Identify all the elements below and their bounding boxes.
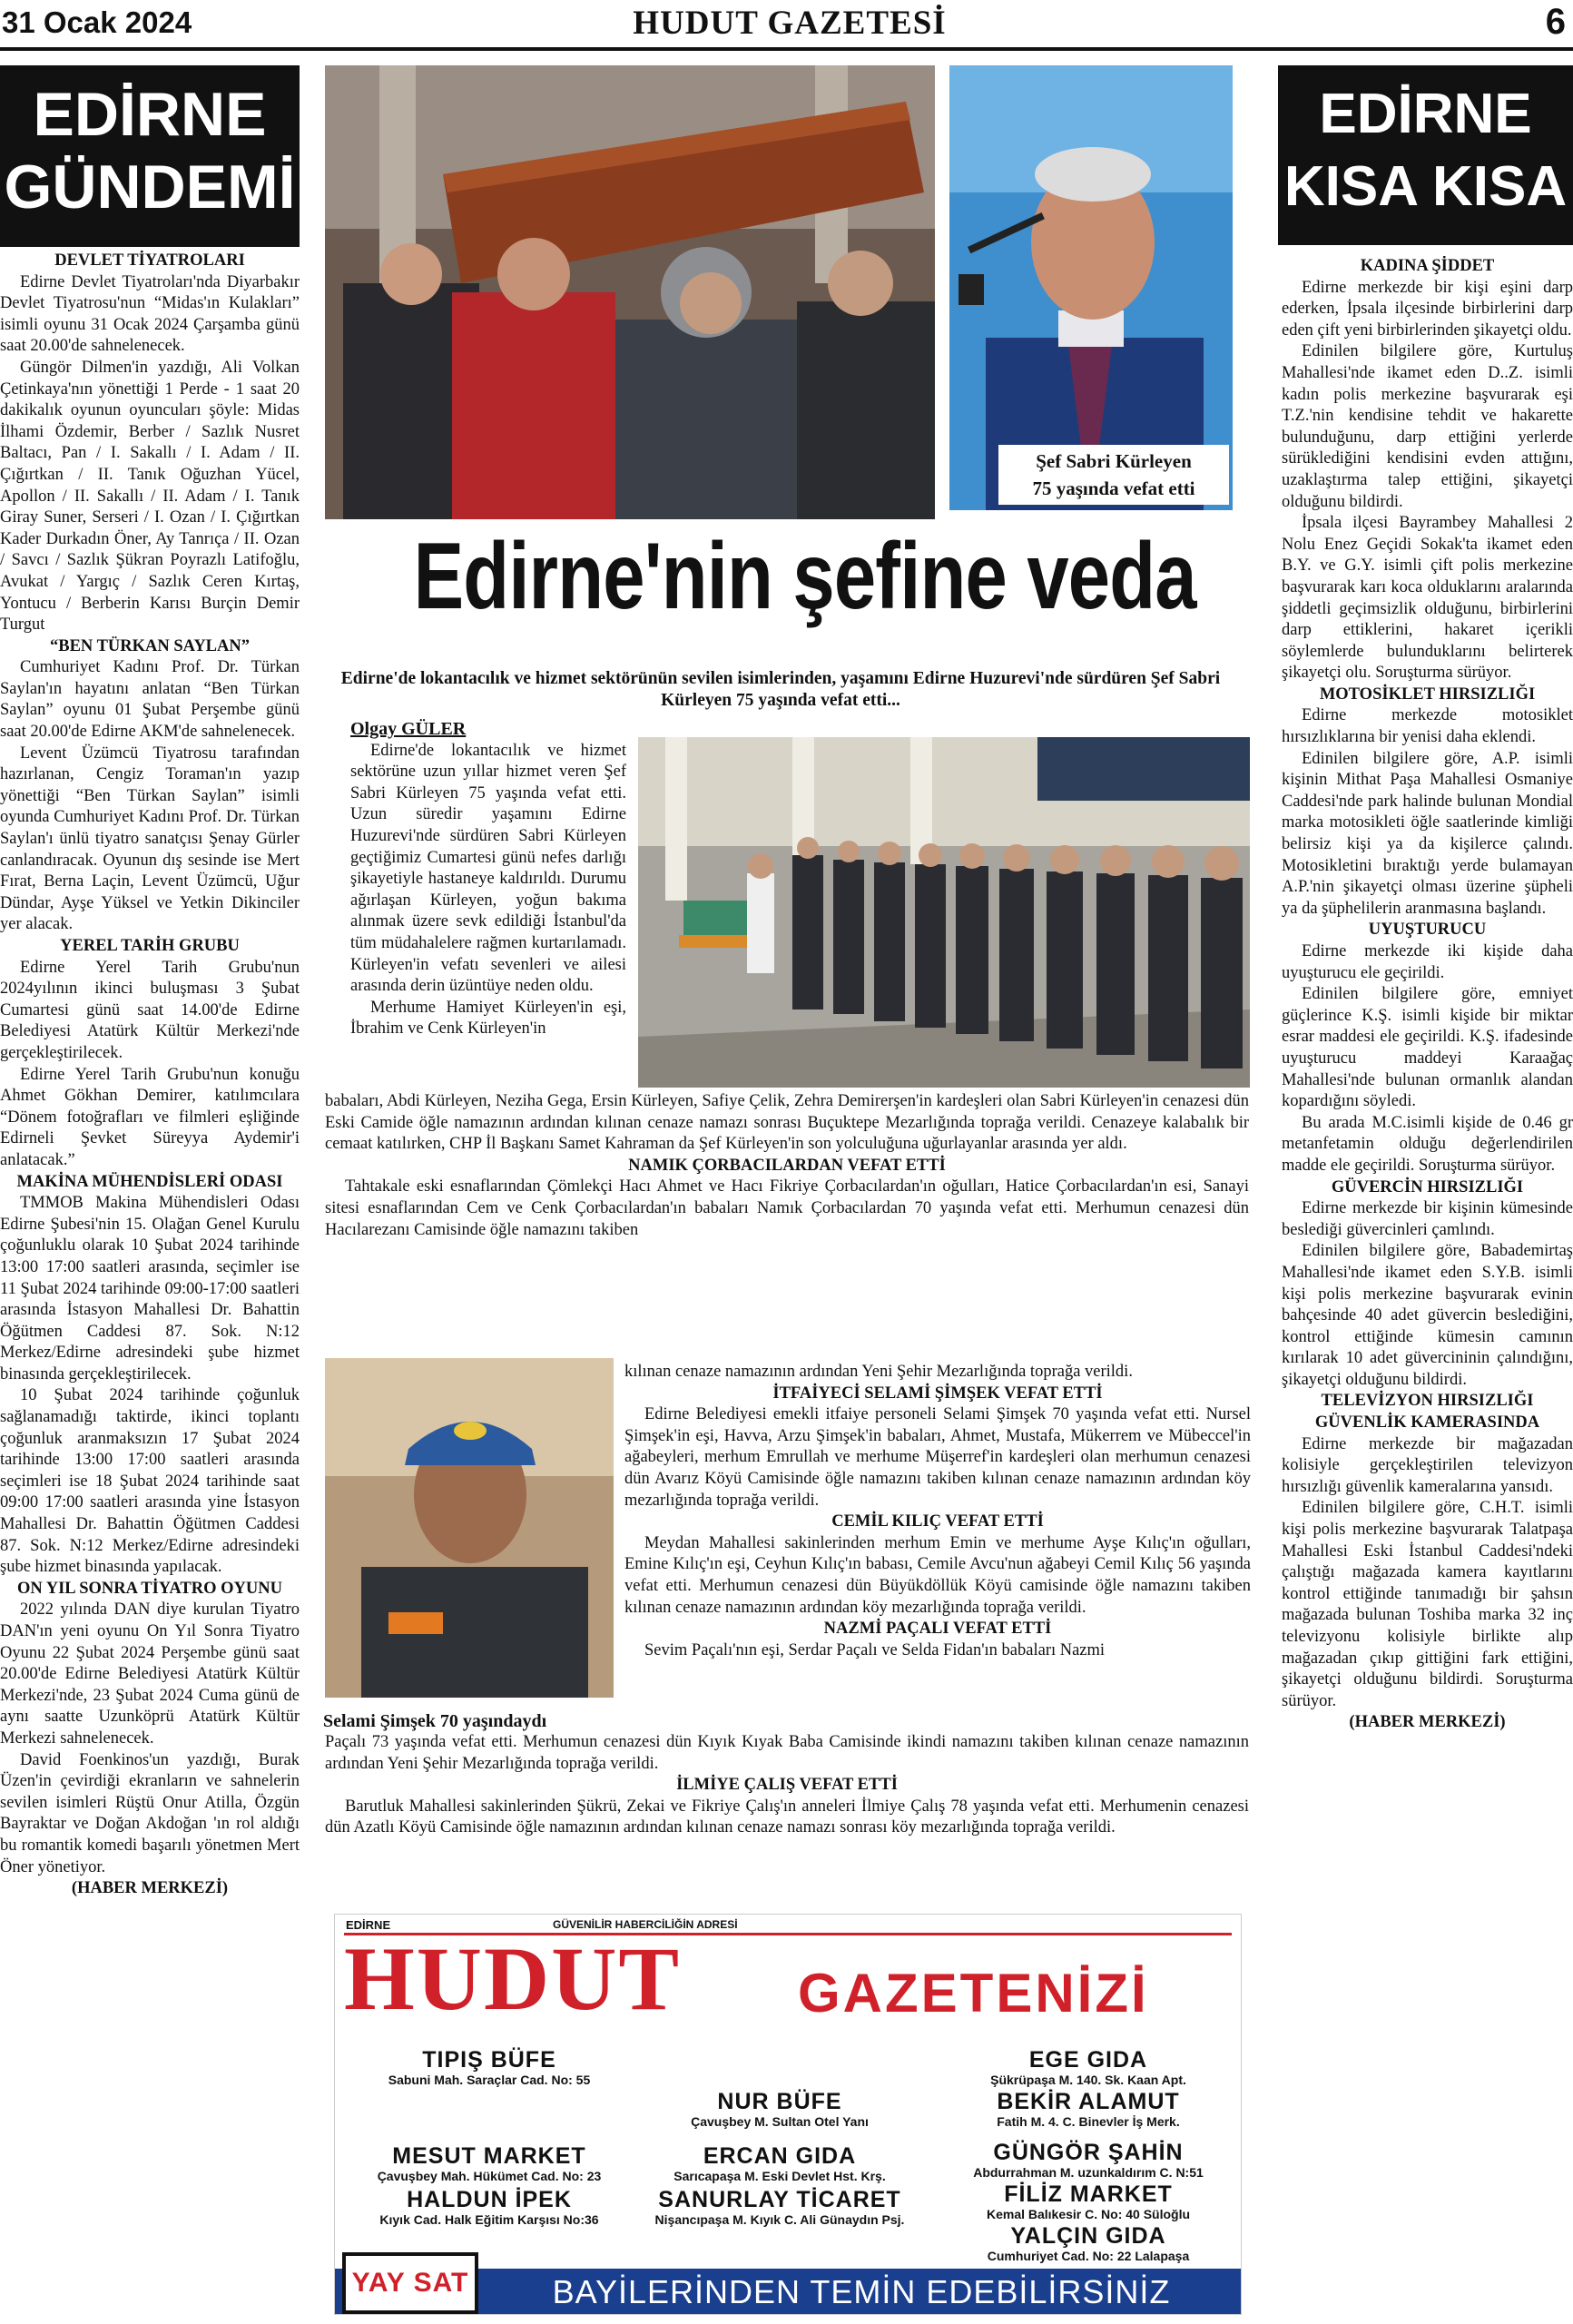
dealer-8	[952, 2181, 1224, 2222]
selami-caption: Selami Şimşek 70 yaşındaydı	[323, 1711, 547, 1731]
dealer-4	[952, 2089, 1224, 2130]
dealer-address: Çavuşbey Mah. Hükümet Cad. No: 23	[377, 2169, 602, 2183]
dealer-9	[353, 2187, 625, 2228]
kadina-p3: İpsala ilçesi Bayrambey Mahallesi 2 Nolu Enez Geçidi Sokak'ta ikamet eden B.Y. ve G.Y. isimli çift polis merkezine başvurarak karı koca olduklarını aralarında şiddetli geçimsizlik olduğunu, birbirlerini darp ettiklerini, hakaret içerikli söylemlerde bulunduklarını belirterek şikayetçi olu. Soruşturma sürüyor.	[1282, 514, 1573, 683]
tarih-p2: Edirne Yerel Tarih Grubu'nun konuğu Ahmet Gökhan Demirer, katılımcılara “Dönem fotoğrafları ve filmleri eşliğinde Edirneli Şevket Süreyya Aydemir'i anlatacak.”	[0, 1065, 300, 1169]
prayer-illustration	[638, 737, 1250, 1088]
moto-p1: Edirne merkezde motosiklet hırsızlıklarına bir yenisi daha eklendi.	[1282, 706, 1573, 747]
ad-gazetenizi: GAZETENİZİ	[798, 1963, 1149, 2024]
dealer-address: Kemal Balıkesir C. No: 40 Süloğlu	[986, 2207, 1191, 2221]
dealer-1	[353, 2047, 625, 2088]
devlet-title: DEVLET TİYATROLARI	[54, 251, 245, 270]
dealer-address: Fatih M. 4. C. Binevler İş Merk.	[997, 2114, 1180, 2129]
edirne-kisa-kisa-box	[1278, 65, 1573, 245]
tarih-title: YEREL TARİH GRUBU	[60, 937, 240, 955]
dealer-name: MESUT MARKET	[392, 2143, 586, 2169]
dealer-3	[952, 2047, 1224, 2088]
hudut-dealer-ad	[334, 1914, 1242, 2315]
dealer-name: TIPIŞ BÜFE	[422, 2047, 556, 2073]
dealer-6	[634, 2143, 925, 2184]
guvercin-p1: Edirne merkezde bir kişinin kümesinde beslediği güvercinleri çamlındı.	[1282, 1199, 1573, 1239]
funeral-prayer-photo	[638, 737, 1250, 1088]
masthead: HUDUT GAZETESİ	[633, 5, 947, 42]
dealer-name: HALDUN İPEK	[407, 2187, 572, 2212]
makina-p2: 10 Şubat 2024 tarihinde çoğunluk sağlanamadığı taktirde, ikinci toplantı çoğunluk aranmaksızın 17 Şubat 2024 tarihinde 13:00 17:00 saatleri arasında seçimleri ise 18 Şubat 2024 tarihinde saat 09:00 17:00 saatleri arasında yine İstasyon Mahallesi Dr. Bahattin Öğütmen Caddesi 87. Sok. N:12 Merkez/Edirne adresindeki şube hizmet binasında yapılacak.	[0, 1386, 300, 1577]
dealer-name: ERCAN GIDA	[703, 2143, 857, 2169]
ilmiye-title: İLMİYE ÇALIŞ VEFAT ETTİ	[676, 1776, 898, 1795]
namik-p1b: kılınan cenaze namazının ardından Yeni Şehir Mezarlığında toprağa verildi.	[624, 1363, 1133, 1381]
dealer-2	[634, 2089, 925, 2130]
story-p2b: babaları, Abdi Kürleyen, Neziha Gega, Ersin Kürleyen, Safiye Çelik, Zehra Demirerşen'in kardeşleri olan Sabri Kürleyen'in cenazesi dün Eski Camide öğle namazının ardından kılınan cenaze namazı sonrası Buçuktepe Mezarlığında toprağa verildi. Cenazeye kalabalık bir cemaat katılırken, CHP İl Başkanı Samet Kahraman da Şef Kürleyen'in son yolculuğuna uğurlayanlar arasında yer aldı.	[325, 1092, 1249, 1154]
dealer-name: FİLİZ MARKET	[1004, 2181, 1173, 2207]
onyil-title: ON YIL SONRA TİYATRO OYUNU	[17, 1579, 282, 1598]
turkan-p1: Cumhuriyet Kadını Prof. Dr. Türkan Saylan'ın hayatını anlatan “Ben Türkan Saylan” oyunu 01 Şubat Perşembe günü saat 20.00'de Edirne AKM'de sahnelenecek.	[0, 658, 300, 742]
tv-title: TELEVİZYON HIRSIZLIĞI GÜVENLİK KAMERASINDA	[1314, 1392, 1540, 1433]
obituaries-bottom	[325, 1732, 1249, 1896]
dealer-name: SANURLAY TİCARET	[658, 2187, 901, 2212]
box-line-1: EDİRNE	[1319, 83, 1532, 145]
byline: Olgay GÜLER	[350, 719, 467, 739]
header-date: 31 Ocak 2024	[2, 5, 192, 39]
story-left-column	[350, 719, 626, 1109]
guvercin-p2: Edinilen bilgilere göre, Babademirtaş Mahallesi'nde ikamet eden S.Y.B. isimli kişi polis merkezine başvurarak evinin bahçesinde 40 adet güvercin beslediğini, kontrol ettiğinde kümesin camının kırılarak 10 adet güvercininin çalındığını, şikayetçi olduğunu bildirdi.	[1282, 1242, 1573, 1389]
dealer-name: GÜNGÖR ŞAHİN	[993, 2140, 1184, 2165]
dealer-address: Sabuni Mah. Saraçlar Cad. No: 55	[388, 2073, 591, 2087]
page-header	[0, 0, 1573, 47]
selami-illustration	[325, 1358, 614, 1698]
obituaries-block	[624, 1362, 1251, 1752]
selami-title: İTFAİYECİ SELAMİ ŞİMŞEK VEFAT ETTİ	[772, 1384, 1103, 1403]
nazmi-p1a: Sevim Paçalı'nın eşi, Serdar Paçalı ve Selda Fidan'ın babaları Nazmi	[644, 1640, 1106, 1659]
sef-sabri-portrait	[949, 65, 1233, 510]
left-signature: (HABER MERKEZİ)	[71, 1879, 229, 1898]
uyus-title: UYUŞTURUCU	[1368, 921, 1487, 940]
headline-spot: Edirne'de lokantacılık ve hizmet sektörünün sevilen isimlerinden, yaşamını Edirne Huzurevi'nde sürdüren Şef Sabri Kürleyen 75 yaşında vefat etti...	[340, 669, 1221, 710]
tv-p2: Edinilen bilgilere göre, C.H.T. isimli kişi polis merkezine başvurarak Talatpaşa Mahallesi Eski İstanbul Caddesi'ndeki çalıştığı mağazada kamera kayıtlarını kontrol ettiğinde tanımadığı bir şahsın mağazada bulunan Toshiba marka 32 inç televizyonu kolisiyle birlikte alıp mağazadan çıkıp gittiğini fark ettiğini, şikayetçi olduğunu bildirdi. Soruşturma sürüyor.	[1282, 1499, 1573, 1710]
selami-p1: Edirne Belediyesi emekli itfaiye personeli Selami Şimşek 70 yaşında vefat etti. Nursel Şimşek'in eşi, Havva, Arzu Şimşek'in babaları, Ahmet, Mustafa, Mükerrem ve Mübeccel'in ağabeyleri, merhum Emrullah ve merhume Müşerref'in kardeşleri olan merhumun cenazesi dün Avarız Köyü Camisinde öğle namazını takiben kılınan cenaze namazının ardından köy mezarlığında toprağa verildi.	[624, 1405, 1251, 1510]
caption-line-1: Şef Sabri Kürleyen	[1036, 450, 1192, 472]
kadina-p1: Edirne merkezde bir kişi eşini darp ederken, İpsala ilçesinde birbirlerini darp eden çift yeni birbirlerinden şikayetçi oldu.	[1282, 278, 1573, 340]
dealer-name: BEKİR ALAMUT	[997, 2089, 1180, 2114]
ad-bottom-slogan: BAYİLERİNDEN TEMİN EDEBİLİRSİNİZ	[552, 2273, 1171, 2310]
left-news-column	[0, 251, 300, 2324]
dealer-7	[952, 2140, 1224, 2181]
dealer-name: NUR BÜFE	[717, 2089, 842, 2114]
cemil-title: CEMİL KILIÇ VEFAT ETTİ	[831, 1512, 1044, 1531]
ad-hudut-logo: HUDUT	[344, 1928, 682, 2029]
caption-line-2: 75 yaşında vefat etti	[1032, 478, 1195, 499]
box-line-1: EDİRNE	[33, 80, 267, 149]
tarih-p1: Edirne Yerel Tarih Grubu'nun 2024yılının ikinci buluşması 3 Şubat Cumartesi günü saat 14.00'de Edirne Belediyesi Atatürk Kültür Merkezi'nde gerçekleştirilecek.	[0, 958, 300, 1062]
onyil-p2: David Foenkinos'un yazdığı, Burak Üzen'in çevirdiği ekranların ve sahnelerin sevilen isimleri Rüştü Onur Atilla, Özgün Bayraktar ve Doğan Akdoğan 'ın rol aldığı bu romantik komedi başarılı yönetmen Mert Öner yönetiyor.	[0, 1750, 300, 1876]
nazmi-title: NAZMİ PAÇALI VEFAT ETTİ	[823, 1620, 1052, 1639]
uyus-p3: Bu arada M.C.isimli kişide de 0.46 gr metanfetamin olduğu değerlendirilen madde ele geçirildi. Soruşturma sürüyor.	[1282, 1113, 1573, 1175]
dealer-name: EGE GIDA	[1028, 2047, 1148, 2073]
story-p1: Edirne'de lokantacılık ve hizmet sektörüne uzun yıllar hizmet veren Şef Sabri Kürleyen 75 yaşında vefat etti. Uzun süredir yaşamını Edirne Huzurevi'nde sürdüren Sabri Kürleyen geçtiğimiz Cumartesi günü nefes darlığı şikayetiyle hastaneye kaldırıldı. Durumu ağırlaşan Kürleyen, yoğun bakıma alınmak üzere sevk edildiği İstanbul'da tüm müdahalelere rağmen kurtarılamadı. Kürleyen'in vefatı sevenleri ve ailesi arasında derin üzüntüye neden oldu.	[350, 741, 626, 996]
selami-simsek-photo	[325, 1358, 614, 1698]
story-p2a: Merhume Hamiyet Kürleyen'in eşi, İbrahim ve Cenk Kürleyen'in	[350, 998, 626, 1039]
kadina-title: KADINA ŞİDDET	[1360, 257, 1495, 275]
turkan-p2: Levent Üzümcü Tiyatrosu tarafından hazırlanan, Cengiz Toraman'ın yazıp yönettiği “Ben Türkan Saylan” isimli oyunda Cumhuriyet Kadını Prof. Dr. Türkan Saylan'ı ünlü tiyatro sanatçısı Şenay Gürler canlandıracak. Oyunun dış sesinde ise Mert Fırat, Berna Laçin, Levent Üzümcü, Uğur Dündar, Ayşe Yüksel ve Yetkin Dikinciler yer alacak.	[0, 743, 300, 934]
tv-p1: Edirne merkezde bir mağazadan kolisiyle gerçekleştirilen televizyon hırsızlığı güvenlik kameralarına yansıdı.	[1282, 1434, 1573, 1496]
dealer-address: Abdurrahman M. uzunkaldırım C. N:51	[973, 2165, 1204, 2180]
uyus-p1: Edirne merkezde iki kişide daha uyuşturucu ele geçirildi.	[1282, 942, 1573, 982]
box-line-2: KISA KISA	[1283, 155, 1568, 218]
right-signature: (HABER MERKEZİ)	[1349, 1713, 1506, 1732]
devlet-p2: Güngör Dilmen'in yazdığı, Ali Volkan Çetinkaya'nın yönettiği 1 Perde - 1 saat 20 dakikalık oyunun oyuncuları şöyle: Midas İlhami Özdemir, Berber / Sazlık Nusret Baltacı, Pan / I. Sakallı / I. Adam / II. Çığırtkan / II. Tanık Oğuzhan Yücel, Apollon / II. Sakallı / II. Adam / I. Tanık Giray Suner, Serseri / I. Ozan / I. Çığırtkan Kader Durkadın Öner, Ay Tanrıça / II. Ozan / Savcı / Sazlık Şükran Poyrazlı Latifoğlu, Avukat / Yargıç / Sazlık Ceren Kırtaş, Yontucu / Berberin Karısı Burçin Demir Turgut	[0, 358, 300, 635]
namik-title: NAMIK ÇORBACILARDAN VEFAT ETTİ	[628, 1156, 946, 1175]
dealer-address: Şükrüpaşa M. 140. Sk. Kaan Apt.	[990, 2073, 1186, 2087]
dealer-address: Çavuşbey M. Sultan Otel Yanı	[691, 2114, 869, 2129]
box-line-2: GÜNDEMİ	[4, 153, 296, 222]
yaysat-logo: YAY SAT	[342, 2252, 478, 2314]
ad-tag-slogan: GÜVENİLİR HABERCİLİĞİN ADRESİ	[553, 1918, 738, 1931]
makina-p1: TMMOB Makina Mühendisleri Odası Edirne Şubesi'nin 15. Olağan Genel Kurulu çoğunluklu olarak 10 Şubat 2024 tarihinde 13:00 17:00 saatleri arasında, seçimler ise 11 Şubat 2024 tarihinde 09:00-17:00 saatleri arasında İstasyon Mahallesi Dr. Bahattin Öğütmen Caddesi 87. Sok. N:12 Merkez/Edirne adresindeki şube hizmet binasında gerçekleştirilecek.	[0, 1194, 300, 1384]
funeral-coffin-illustration	[325, 65, 935, 519]
nazmi-p1b: Paçalı 73 yaşında vefat etti. Merhumun cenazesi dün Kıyık Kıyak Baba Camisinde ikindi namazını takiben kılınan cenaze namazının ardından Yeni Şehir Mezarlığında toprağa verildi.	[325, 1733, 1249, 1773]
right-news-column	[1282, 256, 1573, 2324]
sef-photo-caption	[998, 445, 1229, 505]
dealer-name: YALÇIN GIDA	[1010, 2223, 1166, 2249]
header-rule	[0, 47, 1573, 51]
turkan-title: “BEN TÜRKAN SAYLAN”	[50, 636, 250, 655]
moto-p2: Edinilen bilgilere göre, A.P. isimli kişinin Mithat Paşa Mahallesi Osmaniye Caddesi'nde park halinde bulunan Mondial marka motosikleti öğle saatlerinde kimliği belirsiz kişi ya da kişilerce çalındı. Motosikletini bıraktığı yerde bulamayan A.P.'nin şikayetçi olması üzerine şüpheli ya da şüphelilerin aranmasına başlandı.	[1282, 749, 1573, 918]
page-number: 6	[1545, 2, 1566, 42]
dealer-5	[353, 2143, 625, 2184]
dealer-11	[952, 2223, 1224, 2264]
makina-title: MAKİNA MÜHENDİSLERİ ODASI	[16, 1172, 283, 1191]
main-headline: Edirne'nin şefine veda	[413, 524, 1196, 629]
kadina-p2: Edinilen bilgilere göre, Kurtuluş Mahallesi'nde ikamet eden D..Z. isimli kadın polis merkezine başvurarak eşi T.Z.'nin kendisine tehdit ve hakarette bulunduğunu, darp ettiğini yerlerde sürüklediğini kendisini evden attığını, uzaklaştırma talep ettiğini, şikayetçi olduğunu bildirdi.	[1282, 342, 1573, 511]
moto-title: MOTOSİKLET HIRSIZLIĞI	[1319, 684, 1536, 704]
cemil-p1: Meydan Mahallesi sakinlerinden merhum Emin ve merhume Ayşe Kılıç'ın oğulları, Emine Kılıç'ın eşi, Ceyhun Kılıç'ın babası, Cemile Avcu'nun ağabeyi Cemil Kılıç 56 yaşında vefat etti. Merhumun cenazesi dün Büyükdöllük Köyü camisinde öğle namazını takiben kılınan cenaze namazının ardından köy mezarlığında toprağa verildi.	[624, 1533, 1251, 1617]
devlet-p1: Edirne Devlet Tiyatroları'nda Diyarbakır Devlet Tiyatrosu'nun “Midas'ın Kulakları” isimli oyunu 31 Ocak 2024 Çarşamba günü saat 20.00'de sahnelenecek.	[0, 272, 300, 356]
onyil-p1: 2022 yılında DAN diye kurulan Tiyatro DAN'ın yeni oyunu On Yıl Sonra Tiyatro Oyunu 22 Şubat 2024 Perşembe günü saat 20.00'de Edirne Belediyesi Atatürk Kültür Merkezi'nde, 23 Şubat 2024 Cuma günü de aynı saatte Uzunköprü Atatürk Kültür Merkezi sahnelenecek.	[0, 1600, 300, 1748]
ilmiye-p1: Barutluk Mahallesi sakinlerinden Şükrü, Zekai ve Fikriye Çalış'ın anneleri İlmiye Çalış 78 yaşında vefat etti. Merhumenin cenazesi dün Azatlı Köyü Camisinde öğle namazının ardından kılınan cenaze namazı sonrası köy mezarlığında toprağa verildi.	[325, 1797, 1249, 1837]
dealer-10	[634, 2187, 925, 2228]
edirne-gundemi-box	[0, 65, 300, 247]
funeral-coffin-photo	[325, 65, 935, 519]
uyus-p2: Edinilen bilgilere göre, emniyet güçlerince K.Ş. isimli kişide bir miktar esrar maddesi ele geçirildi. K.Ş. ifadesinde uyuşturucu maddeyi Karaağaç Mahallesi'nde bulunan ormanlık alandan kopardığını söyledi.	[1282, 985, 1573, 1111]
dealer-address: Nişancıpaşa M. Kıyık C. Ali Günaydın Psj.	[654, 2212, 905, 2227]
guvercin-title: GÜVERCİN HIRSIZLIĞI	[1331, 1177, 1524, 1196]
dealer-address: Sarıcapaşa M. Eski Devlet Hst. Krş.	[673, 2169, 886, 2183]
dealer-address: Kıyık Cad. Halk Eğitim Karşısı No:36	[379, 2212, 599, 2227]
namik-p1a: Tahtakale eski esnaflarından Çömlekçi Hacı Ahmet ve Hacı Fikriye Çorbacılardan'ın oğulları, Hatice Çorbacılardan'ın esi, Sanayi sitesi esnaflarından Cem ve Cenk Çorbacılardan'ın babaları Namık Çorbacılardan 70 yaşında vefat etti. Merhumun cenazesi dün Hacılarezanı Camisinde öğle namazını takiben	[325, 1177, 1249, 1239]
portrait-illustration	[949, 65, 1233, 510]
dealer-address: Cumhuriyet Cad. No: 22 Lalapaşa	[987, 2249, 1190, 2263]
ad-tag-edirne: EDİRNE	[346, 1918, 391, 1932]
